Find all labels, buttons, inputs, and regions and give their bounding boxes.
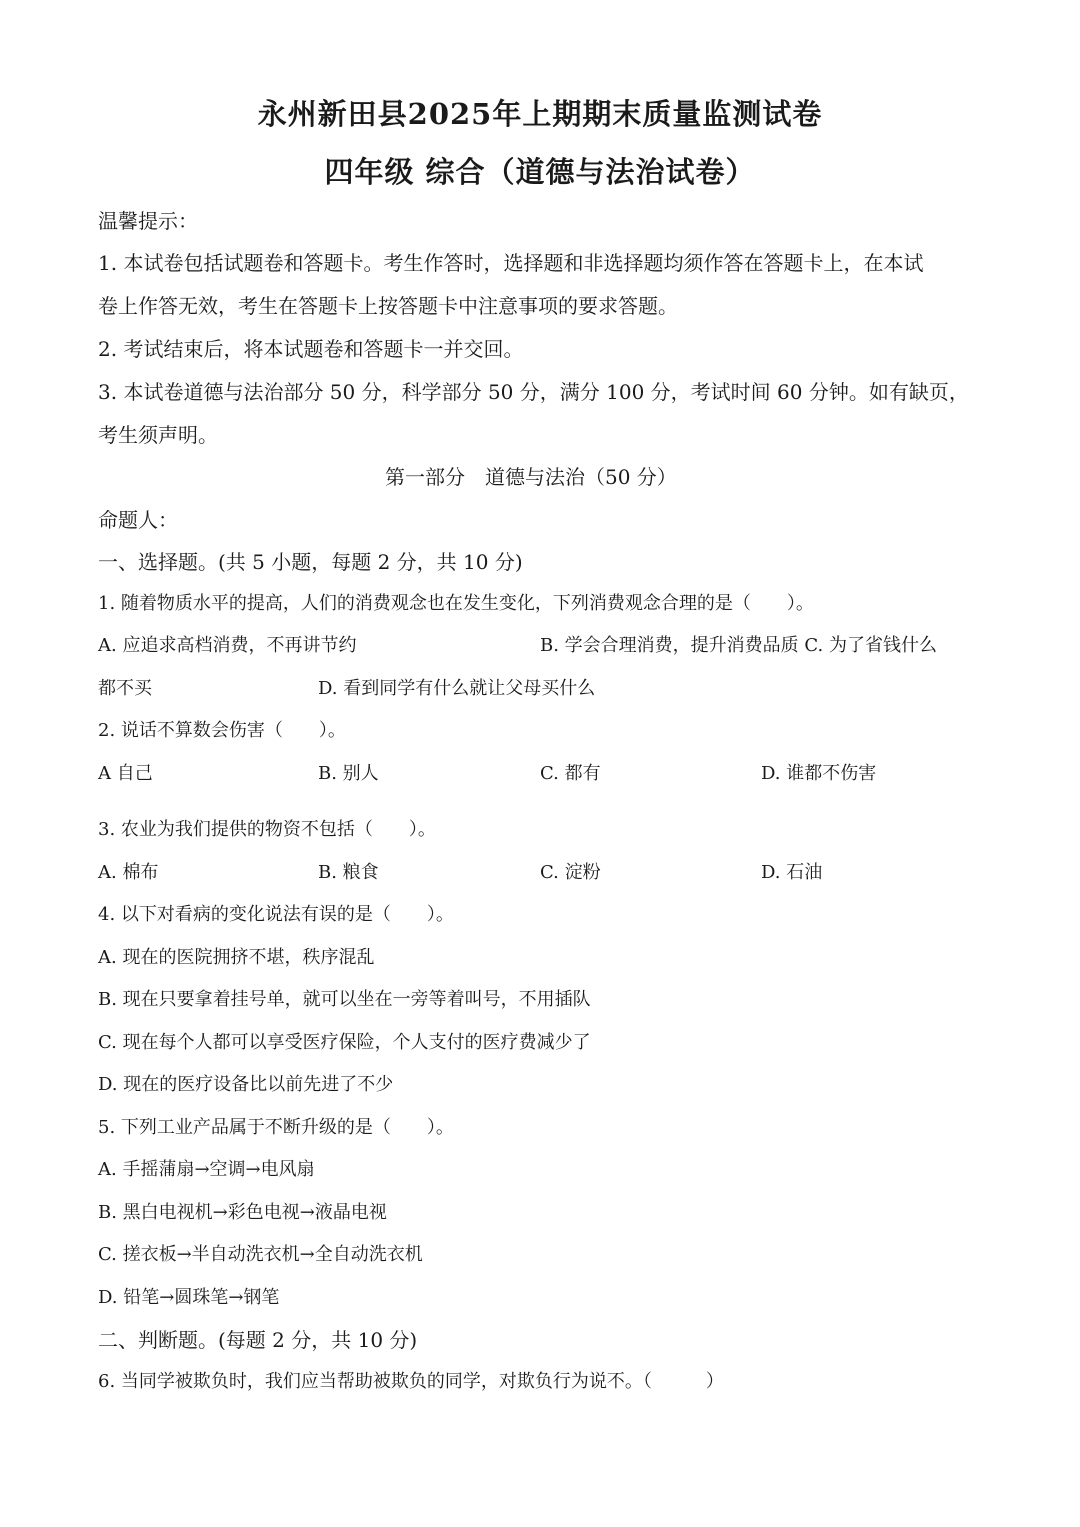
question-2-option-a: A 自己 [98, 763, 153, 784]
part-title: 第一部分 道德与法治（50 分） [385, 465, 677, 489]
question-1-option-c-cont: 都不买 [98, 678, 152, 699]
tip-item-3-line-2: 考生须声明。 [98, 423, 218, 447]
question-5-option-a: A. 手摇蒲扇→空调→电风扇 [98, 1159, 315, 1180]
tip-item-1-line-2: 卷上作答无效，考生在答题卡上按答题卡中注意事项的要求答题。 [98, 294, 678, 318]
question-4-option-d: D. 现在的医疗设备比以前先进了不少 [98, 1074, 394, 1095]
question-2-option-c: C. 都有 [540, 763, 601, 784]
question-5-stem: 5. 下列工业产品属于不断升级的是（ ）。 [98, 1117, 454, 1138]
question-1-option-b-c: B. 学会合理消费，提升消费品质 C. 为了省钱什么 [540, 635, 937, 656]
question-5-option-d: D. 铅笔→圆珠笔→钢笔 [98, 1287, 280, 1308]
question-2-stem: 2. 说话不算数会伤害（ ）。 [98, 720, 346, 741]
section-2-heading: 二、判断题。(每题 2 分，共 10 分) [98, 1328, 418, 1352]
question-5-option-c: C. 搓衣板→半自动洗衣机→全自动洗衣机 [98, 1244, 423, 1265]
question-4-option-a: A. 现在的医院拥挤不堪，秩序混乱 [98, 947, 375, 968]
question-6-stem: 6. 当同学被欺负时，我们应当帮助被欺负的同学，对欺负行为说不。（ ） [98, 1371, 724, 1392]
question-3-stem: 3. 农业为我们提供的物资不包括（ ）。 [98, 819, 436, 840]
question-2-option-d: D. 谁都不伤害 [761, 763, 877, 784]
question-1-option-d: D. 看到同学有什么就让父母买什么 [318, 678, 596, 699]
tip-item-2: 2. 考试结束后，将本试题卷和答题卡一并交回。 [98, 337, 524, 361]
question-1-option-a: A. 应追求高档消费，不再讲节约 [98, 635, 357, 656]
question-2-option-b: B. 别人 [318, 763, 379, 784]
question-3-option-c: C. 淀粉 [540, 862, 601, 883]
question-5-option-b: B. 黑白电视机→彩色电视→液晶电视 [98, 1202, 387, 1223]
tip-item-3-line-1: 3. 本试卷道德与法治部分 50 分，科学部分 50 分，满分 100 分，考试时间 60 分钟。如有缺页， [98, 380, 969, 404]
question-1-stem: 1. 随着物质水平的提高，人们的消费观念也在发生变化，下列消费观念合理的是（ ）。 [98, 593, 814, 614]
exam-title: 永州新田县2025年上期期末质量监测试卷 [257, 97, 823, 131]
tip-item-1-line-1: 1. 本试卷包括试题卷和答题卡。考生作答时，选择题和非选择题均须作答在答题卡上，在本试 [98, 251, 924, 275]
section-1-heading: 一、选择题。(共 5 小题，每题 2 分，共 10 分) [98, 550, 523, 574]
question-4-option-c: C. 现在每个人都可以享受医疗保险，个人支付的医疗费减少了 [98, 1032, 591, 1053]
question-3-option-d: D. 石油 [761, 862, 823, 883]
exam-subtitle: 四年级 综合（道德与法治试卷） [324, 155, 756, 189]
question-3-option-b: B. 粮食 [318, 862, 379, 883]
question-4-stem: 4. 以下对看病的变化说法有误的是（ ）。 [98, 904, 454, 925]
question-3-option-a: A. 棉布 [98, 862, 159, 883]
question-4-option-b: B. 现在只要拿着挂号单，就可以坐在一旁等着叫号，不用插队 [98, 989, 591, 1010]
tips-heading: 温馨提示： [98, 209, 198, 233]
question-author: 命题人： [98, 508, 178, 532]
